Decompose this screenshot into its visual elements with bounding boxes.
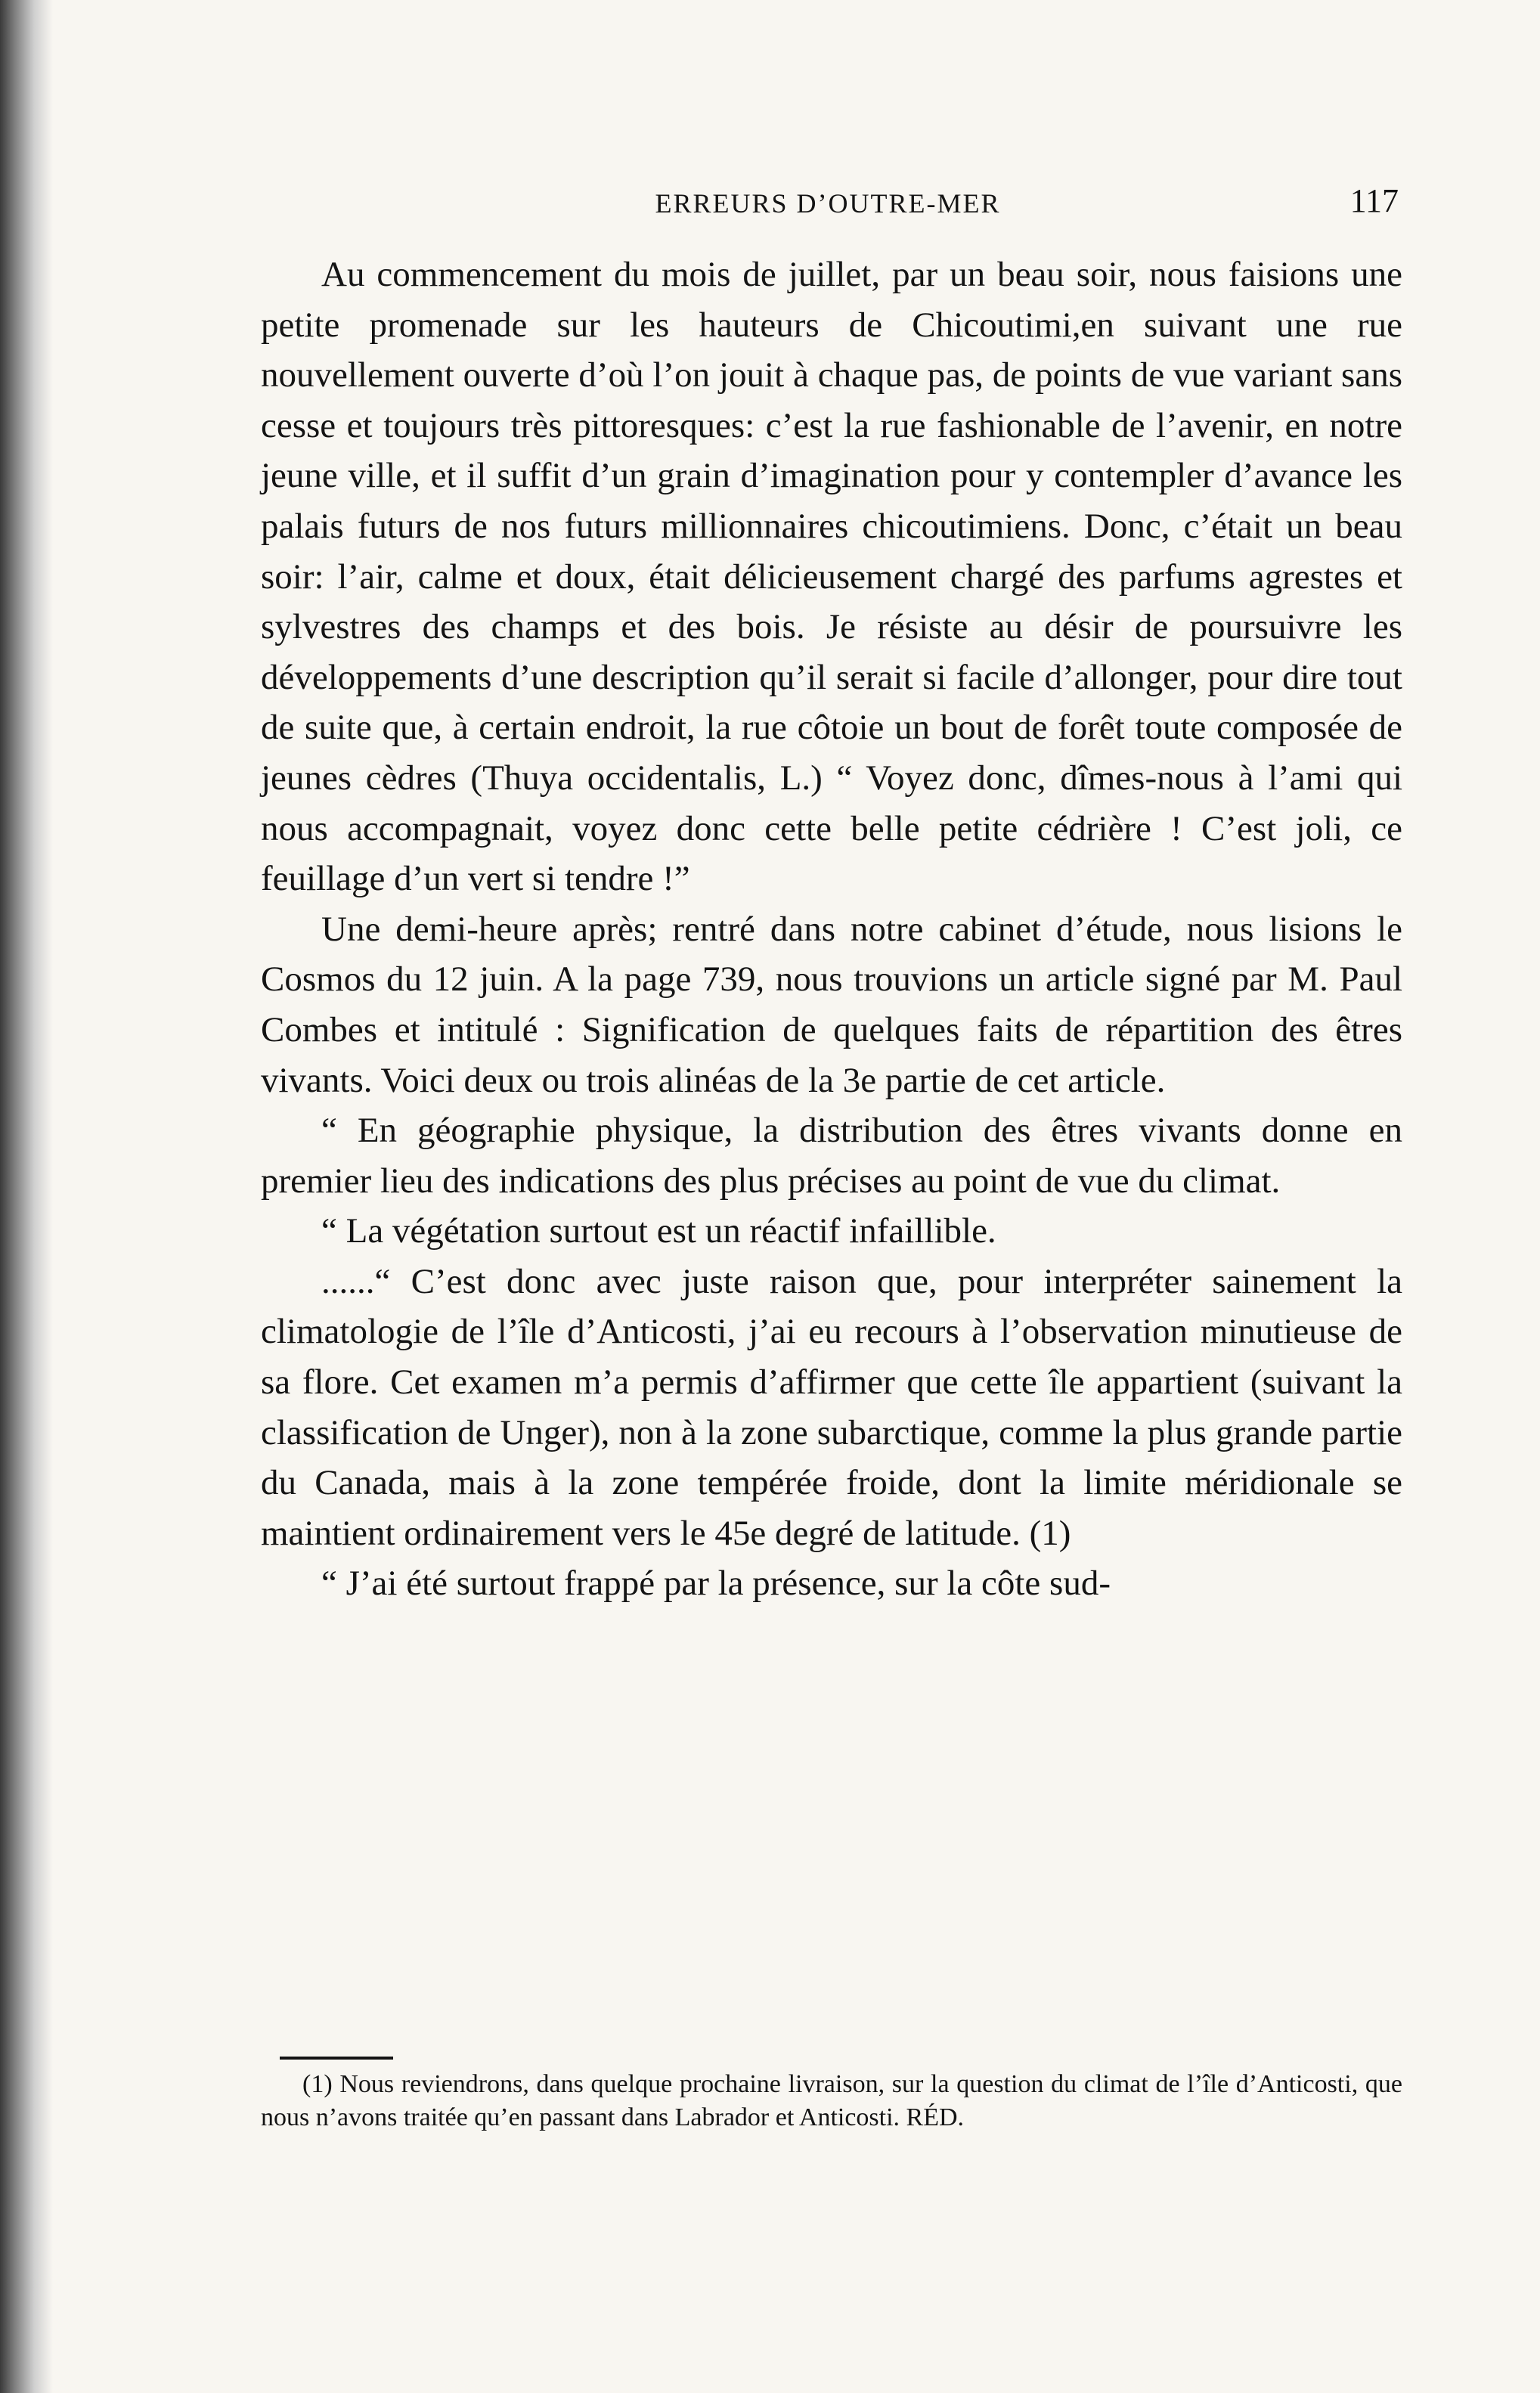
paragraph: Au commencement du mois de juillet, par un beau soir, nous faisions une petite promenade sur les hauteurs de Chicoutimi,en suivant une rue nouvellement ouverte d’où l’on jouit à chaque pas, de points de vue variant sans cesse et toujours très pittoresques: c’est la rue fashionable de l’avenir, en notre jeune ville, et il suffit d’un grain d’imagination pour y contempler d’avance les palais futurs de nos futurs millionnaires chicoutimiens. Donc, c’était un beau soir: l’air, calme et doux, était délicieusement chargé des parfums agrestes et sylvestres des champs et des bois. Je résiste au désir de poursuivre les développements d’une description qu’il serait si facile d’allonger, pour dire tout de suite que, à certain endroit, la rue côtoie un bout de forêt toute composée de jeunes cèdres (Thuya occidentalis, L.) “ Voyez donc, dîmes-nous à l’ami qui nous accompagnait, voyez donc cette belle petite cédrière ! C’est joli, ce feuillage d’un vert si tendre !” xyxy=(261,255,1402,899)
scan-binding-edge xyxy=(0,0,53,2393)
page-number: 117 xyxy=(1349,182,1399,219)
running-title: ERREURS D’OUTRE-MER xyxy=(655,188,1001,219)
page-header xyxy=(257,181,1399,227)
footnote-divider xyxy=(280,2057,393,2060)
paragraph: “ La végétation surtout est un réactif infaillible. xyxy=(321,1211,996,1251)
paragraph: “ J’ai été surtout frappé par la présence, sur la côte sud- xyxy=(321,1564,1111,1604)
footnote: (1) Nous reviendrons, dans quelque prochaine livraison, sur la question du climat de l’île d’Anticosti, que nous n’avons traitée qu’en passant dans Labrador et Anticosti. RÉD. xyxy=(261,2070,1402,2131)
paragraph: Une demi-heure après; rentré dans notre cabinet d’étude, nous lisions le Cosmos du 12 juin. A la page 739, nous trouvions un article signé par M. Paul Combes et intitulé : Signification de quelques faits de répartition des êtres vivants. Voici deux ou trois alinéas de la 3e partie de cet article. xyxy=(261,909,1402,1100)
body-text xyxy=(261,250,1402,1609)
paragraph: “ En géographie physique, la distribution des êtres vivants donne en premier lieu des indications des plus précises au point de vue du climat. xyxy=(261,1111,1402,1201)
paragraph: ......“ C’est donc avec juste raison que, pour interpréter sainement la climatologie de l’île d’Anticosti, j’ai eu recours à l’observation minutieuse de sa flore. Cet examen m’a permis d’affirmer que cette île appartient (suivant la classification de Unger), non à la zone subarctique, comme la plus grande partie du Canada, mais à la zone tempérée froide, dont la limite méridionale se maintient ordinairement vers le 45e degré de latitude. (1) xyxy=(261,1261,1402,1553)
